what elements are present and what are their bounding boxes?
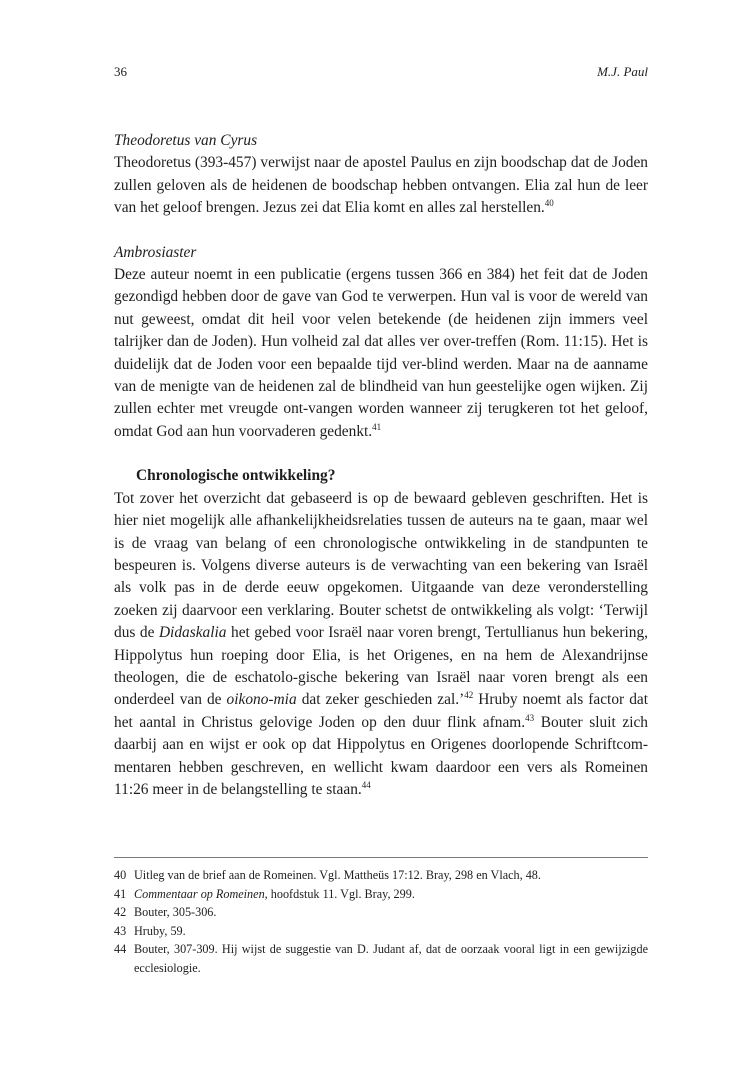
chronologie-text-4: Hruby noemt als factor dat het aantal in Christus gelovige Joden op den duur flink afnam. bbox=[114, 691, 648, 731]
italic-oikonomia: oikono-mia bbox=[226, 691, 297, 709]
footnote-text: Bouter, 307-309. Hij wijst de suggestie van D. Judant af, dat de oorzaak vooral ligt in een gewijzigde ecclesiologie. bbox=[134, 942, 648, 975]
footnote-divider bbox=[114, 857, 648, 858]
footnote-number: 43 bbox=[114, 923, 127, 938]
footnote-number: 41 bbox=[114, 886, 127, 901]
running-header bbox=[114, 64, 648, 84]
italic-didaskalia: Didaskalia bbox=[158, 624, 227, 642]
footnote-italic-title: Commentaar op Romeinen bbox=[134, 886, 265, 901]
running-author: M.J. Paul bbox=[597, 64, 648, 79]
section-heading-chronologie: Chronologische ontwikkeling? bbox=[136, 467, 336, 485]
paragraph-chronologie bbox=[114, 488, 648, 802]
footnote-ref-43[interactable]: 43 bbox=[525, 712, 535, 723]
section-title-theodoretus: Theodoretus van Cyrus bbox=[114, 132, 258, 149]
section-title-ambrosiaster: Ambrosiaster bbox=[114, 243, 197, 261]
footnotes bbox=[114, 866, 648, 978]
main-text bbox=[114, 130, 648, 801]
footnote-40 bbox=[114, 866, 648, 885]
chronologie-text-1: Tot zover het overzicht dat gebaseerd is op de bewaard gebleven geschriften. Het is hier niet mogelijk alle afhankelijkheidsrelaties tussen de auteurs na te gaan, maar wel is de vraag van belang of een chronologische ontwikkeling in de standpunten te bespeuren is. Volgens diverse auteurs is de verwachting van een bekering van Israël als volk pas in de derde eeuw opgekomen. Uitgaande van deze veronderstelling zoeken zij daarvoor een verklaring. Bouter schetst de ontwikkeling als volgt: ‘Terwijl dus de bbox=[114, 489, 648, 642]
footnote-43 bbox=[114, 922, 648, 941]
footnote-41 bbox=[114, 885, 648, 904]
footnote-text: Bouter, 305-306. bbox=[134, 905, 217, 920]
footnote-number: 42 bbox=[114, 905, 127, 920]
footnote-number: 40 bbox=[114, 868, 127, 882]
footnote-ref-42[interactable]: 42 bbox=[464, 690, 474, 701]
paragraph-theodoretus bbox=[114, 152, 648, 219]
chronologie-text-5: Bouter sluit zich daarbij aan en wijst er ook op dat Hippolytus en Origenes doorlopende Schriftcom-mentaren hebben geschreven, en wellicht kwam daardoor een vers als Romeinen 11:26 meer in de belangstelling te staan. bbox=[114, 713, 648, 798]
footnote-number: 44 bbox=[114, 942, 127, 957]
paragraph-theodoretus-text: Theodoretus (393-457) verwijst naar de apostel Paulus en zijn boodschap dat de Joden zullen geloven als de heidenen de boodschap hebben ontvangen. Elia zal hun de leer van het geloof brengen. Jezus zei dat Elia komt en alles zal herstellen. bbox=[114, 154, 648, 217]
paragraph-ambrosiaster-text: Deze auteur noemt in een publicatie (ergens tussen 366 en 384) het feit dat de Joden gezondigd hebben door de gave van God te verwerpen. Hun val is voor de wereld van nut geweest, omdat dit heil voor velen betekende (de heidenen zijn immers veel talrijker dan de Joden). Hun volheid zal dat alles ver over-treffen (Rom. 11:15). Het is duidelijk dat de Joden voor een bepaalde tijd ver-blind werden. Maar na de aanname van de menigte van de heidenen zal de blindheid van hun geestelijke ogen wijken. Zij zullen echter met vreugde ont-vangen worden wanneer zij terugkeren tot het geloof, omdat God aan hun voorvaderen gedenkt. bbox=[114, 266, 648, 440]
page-number: 36 bbox=[114, 64, 127, 79]
footnote-text: Uitleg van de brief aan de Romeinen. Vgl. Mattheüs 17:12. Bray, 298 en Vlach, 48. bbox=[134, 868, 541, 882]
footnote-42 bbox=[114, 903, 648, 922]
footnote-text-rest: , hoofdstuk 11. Vgl. Bray, 299. bbox=[264, 886, 415, 901]
footnote-text: Hruby, 59. bbox=[134, 923, 186, 938]
chronologie-text-2: het gebed voor Israël naar voren brengt, Tertullianus hun bekering, Hippolytus hun roeping door Elia, is het Origenes, en na hem de Alexandrijnse theologen, die de eschatolo-gische bekering van Israël naar voren brengt als een onderdeel van de bbox=[114, 624, 648, 709]
chronologie-text-3: dat zeker geschieden zal.’ bbox=[296, 691, 465, 709]
footnote-ref-44[interactable]: 44 bbox=[361, 779, 371, 790]
footnote-ref-41[interactable]: 41 bbox=[372, 421, 382, 432]
footnote-text bbox=[134, 885, 648, 904]
footnote-44 bbox=[114, 940, 648, 977]
footnote-ref-40[interactable]: 40 bbox=[544, 198, 554, 209]
paragraph-ambrosiaster bbox=[114, 264, 648, 443]
